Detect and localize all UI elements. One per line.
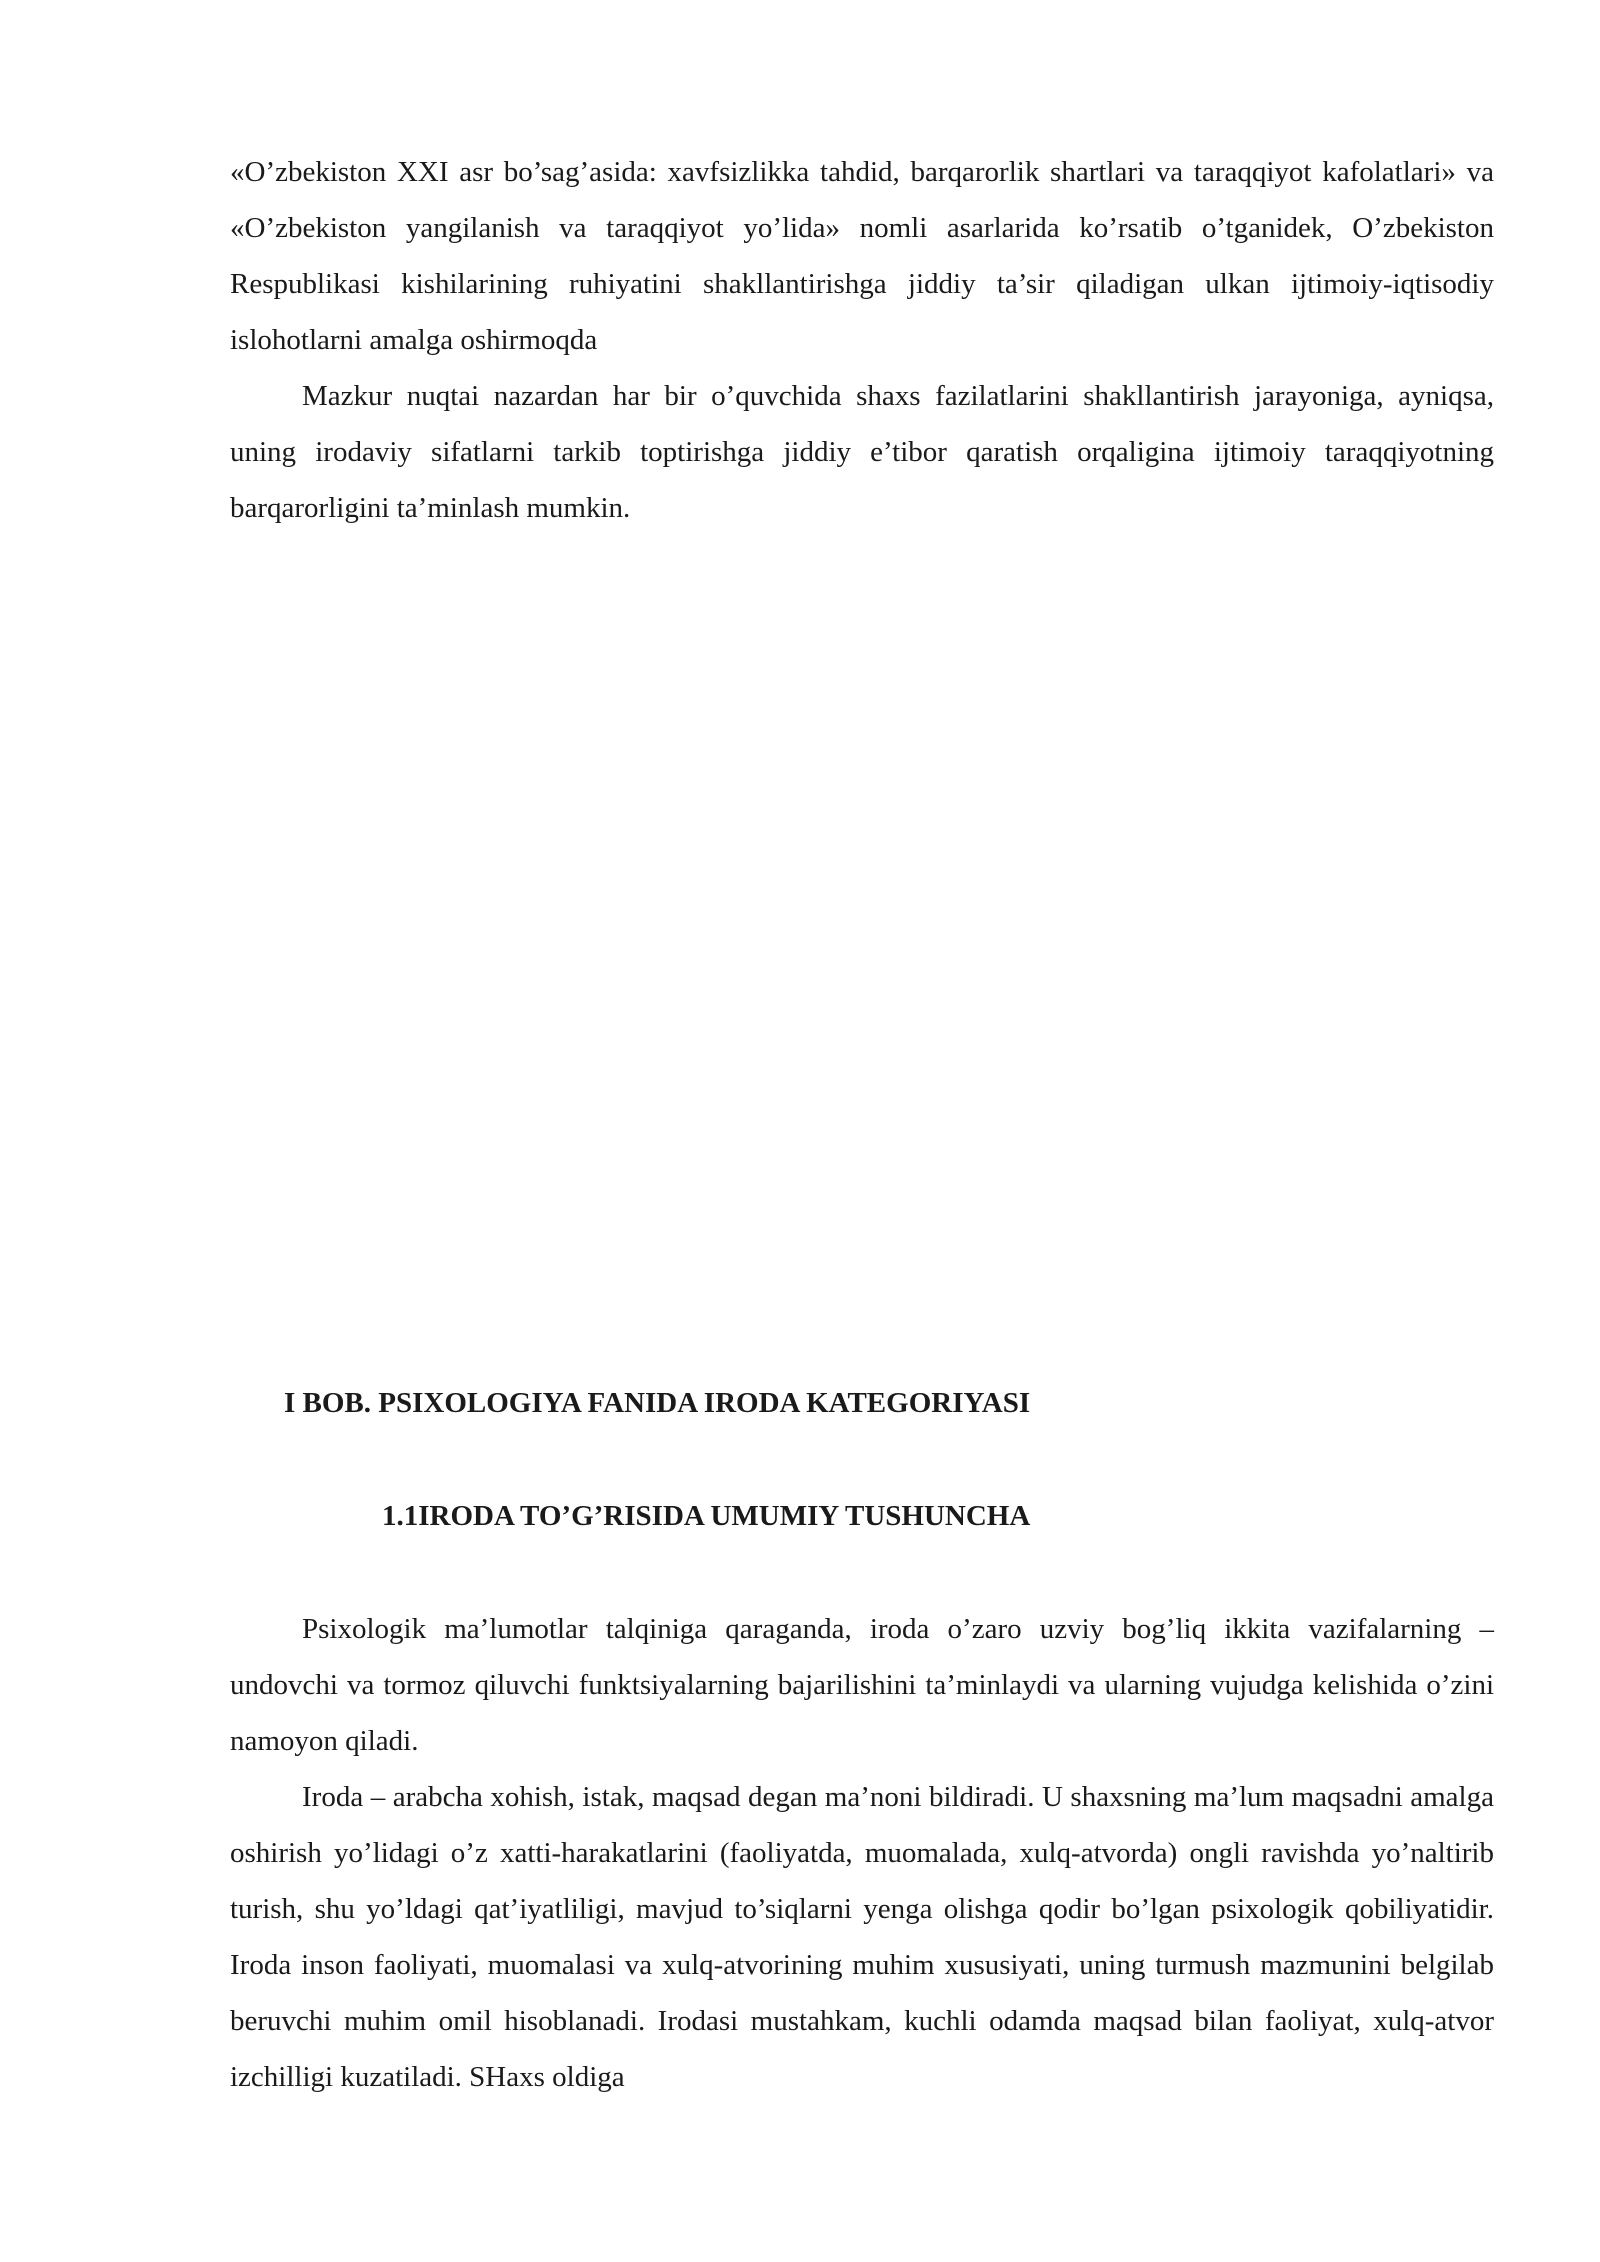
section-heading: 1.1IRODA TO’G’RISIDA UMUMIY TUSHUNCHA (382, 1500, 1031, 1532)
section-text (230, 1601, 1494, 2105)
intro-paragraph-1: «O’zbekiston XXI asr bo’sag’asida: xavfsizlikka tahdid, barqarorlik shartlari va taraqqiyot kafolatlari» va «O’zbekiston yangilanish va taraqqiyot yo’lida» nomli asarlarida ko’rsatib o’tganidek, O’zbekiston Respublikasi kishilarining ruhiyatini shakllantirishga jiddiy ta’sir qiladigan ulkan ijtimoiy-iqtisodiy islohotlarni amalga oshirmoqda (230, 156, 1494, 356)
chapter-heading: I BOB. PSIXOLOGIYA FANIDA IRODA KATEGORIYASI (284, 1387, 1031, 1419)
section-paragraph-1: Psixologik ma’lumotlar talqiniga qaraganda, iroda o’zaro uzviy bog’liq ikkita vazifalarning – undovchi va tormoz qiluvchi funktsiyalarning bajarilishini ta’minlaydi va ularning vujudga kelishida o’zini namoyon qiladi. (230, 1613, 1494, 1757)
intro-text (230, 144, 1494, 536)
section-paragraph-2: Iroda – arabcha xohish, istak, maqsad degan ma’noni bildiradi. U shaxsning ma’lum maqsadni amalga oshirish yo’lidagi o’z xatti-harakatlarini (faoliyatda, muomalada, xulq-atvorda) ongli ravishda yo’naltirib turish, shu yo’ldagi qat’iyatliligi, mavjud to’siqlarni yenga olishga qodir bo’lgan psixologik qobiliyatidir. Iroda inson faoliyati, muomalasi va xulq-atvorining muhim xususiyati, uning turmush mazmunini belgilab beruvchi muhim omil hisoblanadi. Irodasi mustahkam, kuchli odamda maqsad bilan faoliyat, xulq-atvor izchilligi kuzatiladi. SHaxs oldiga (230, 1781, 1494, 2093)
intro-paragraph-2: Mazkur nuqtai nazardan har bir o’quvchida shaxs fazilatlarini shakllantirish jarayoniga, ayniqsa, uning irodaviy sifatlarni tarkib toptirishga jiddiy e’tibor qaratish orqaligina ijtimoiy taraqqiyotning barqarorligini ta’minlash mumkin. (230, 380, 1494, 524)
